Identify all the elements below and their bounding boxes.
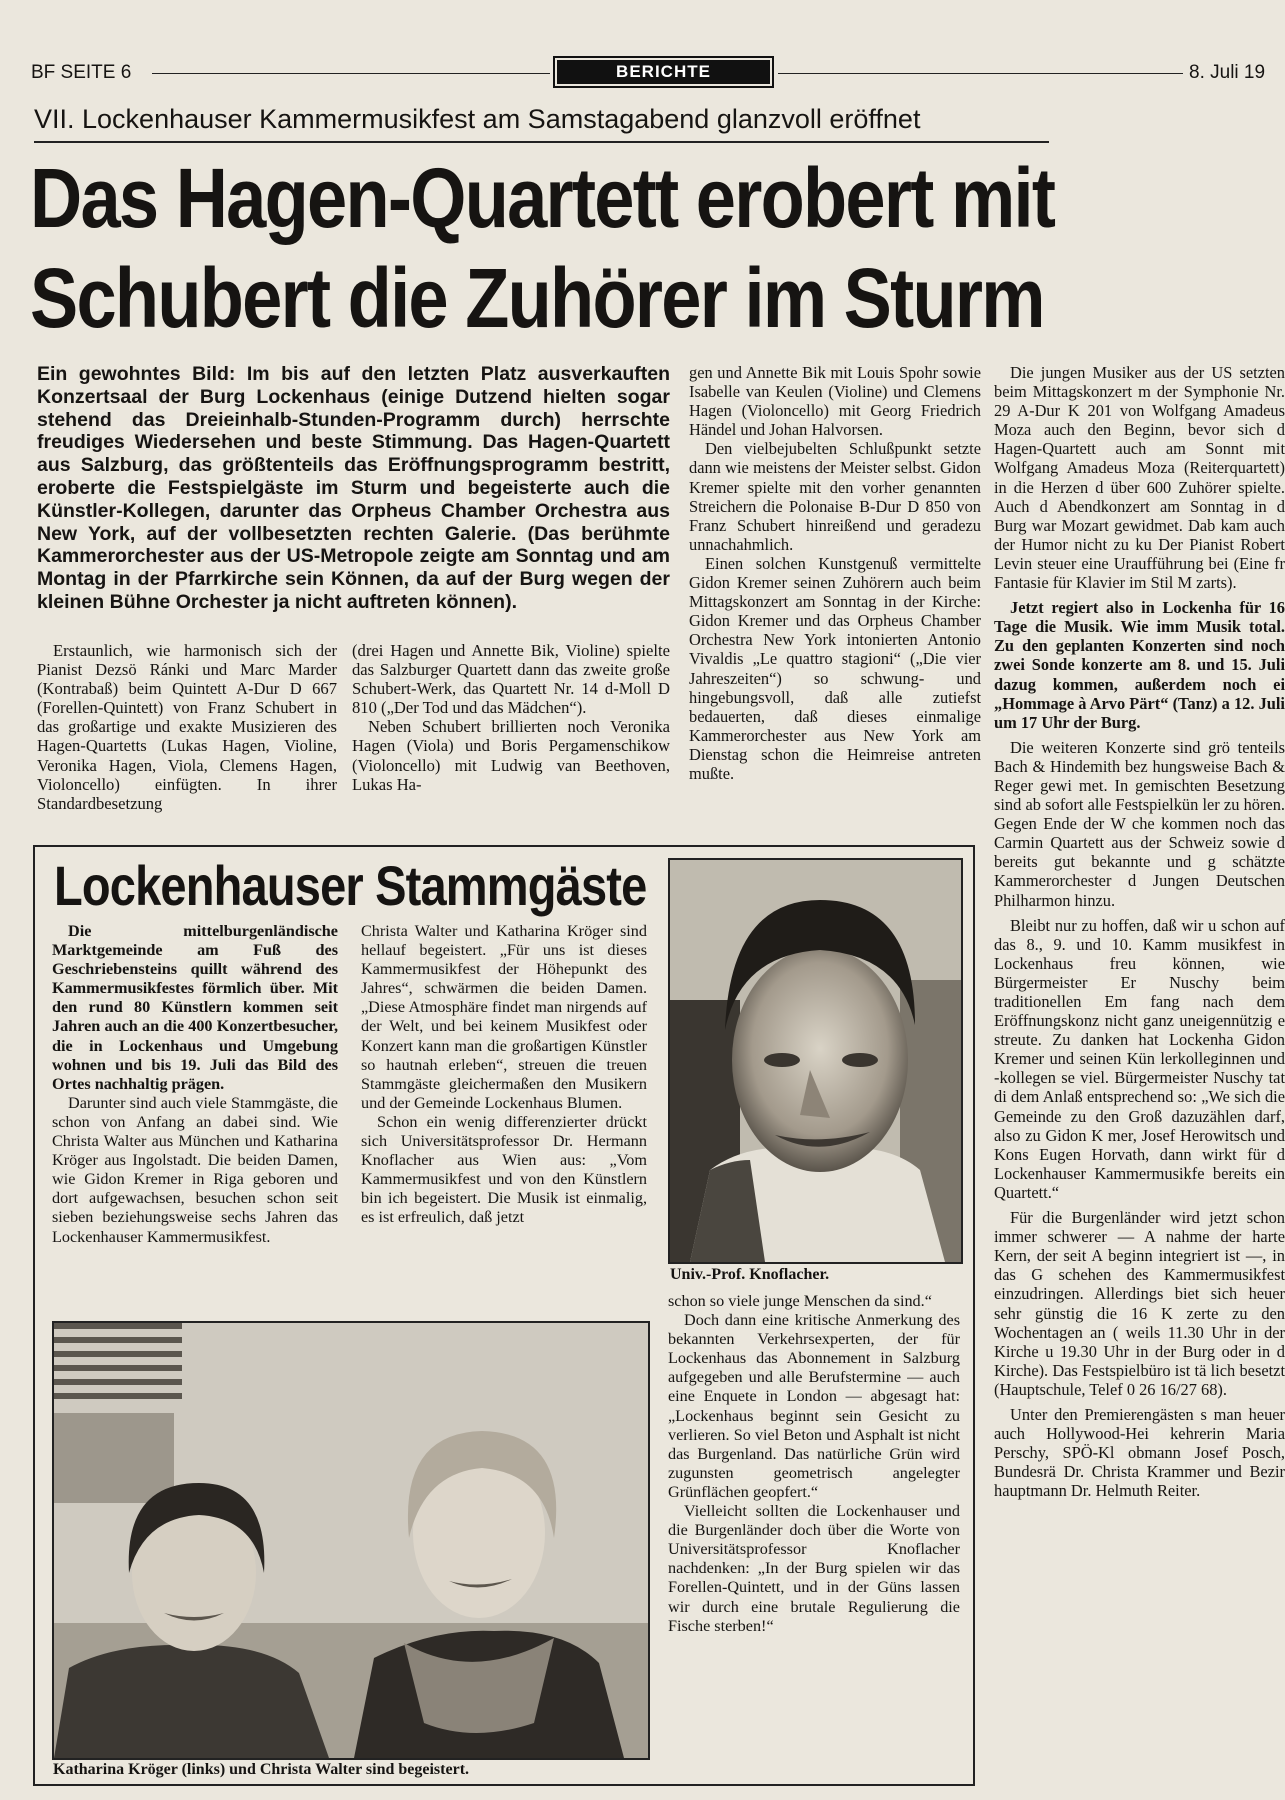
sidebar-paragraph-1: Darunter sind auch viele Stammgäste, die schon von Anfang an dabei sind. Wie Christa Walter aus München und Katharina Kröger aus Ingolstadt. Die beiden Damen, wie Gidon Kremer in Riga geboren und dort aufgewachsen, besuchen schon seit sieben beziehungsweise sechs Jahren das Lockenhauser Kammermusikfest.: [52, 1093, 338, 1246]
sidebar-paragraph-2: Christa Walter und Katharina Kröger sind hellauf begeistert. „Für uns ist dieses Kammermusikfest der Höhepunkt des Jahres“, schwärmen die beiden Damen. „Diese Atmosphäre findet man nirgends auf der Welt, und bei keinem Musikfest oder Konzert kann man die großartigen Künstler so hautnah erleben“, streuen die treuen Stammgäste gleichermaßen den Musikern und der Gemeinde Lockenhaus Blumen.: [361, 922, 647, 1112]
article-headline: [30, 148, 1109, 348]
col3-paragraph-1: gen und Annette Bik mit Louis Spohr sowie Isabelle van Keulen (Violine) und Clemens Hagen (Violoncello) mit Georg Friedrich Händel und Johan Halvorsen.: [689, 363, 981, 440]
article-column-3: [689, 363, 981, 831]
section-label: BERICHTE: [557, 60, 770, 84]
sidebar-lead: Die mittelburgenländische Marktgemeinde am Fuß des Geschriebensteins quillt während des Kammermusikfestes förmlich über. Mit den rund 80 Künstlern kommen seit Jahren auch an die 400 Konzertbesucher, die in Lockenhaus und Umgebung wohnen und bis 19. Juli das Bild des Ortes nachhaltig prägen.: [52, 922, 338, 1093]
article-column-1: [37, 641, 337, 831]
sidebar-paragraph-4: schon so viele junge Menschen da sind.“: [668, 1292, 932, 1310]
article-lead: [37, 363, 670, 614]
portrait-photo: [668, 858, 963, 1264]
col3-paragraph-2: Den vielbejubelten Schlußpunkt setzte dann wie meistens der Meister selbst. Gidon Kremer spielte mit den vorher genannten Streichern die Polonaise B-Dur D 850 von Franz Schubert hinreißend und geradezu unnachahmlich.: [689, 439, 981, 554]
section-badge: [553, 56, 774, 88]
sidebar-paragraph-6: Vielleicht sollten die Lockenhauser und die Burgenländer doch über die Worte von Universitätsprofessor Knoflacher nachdenken: „In der Burg spielen wir das Forellen-Quintett, und in der Güns lassen wir durch eine brutale Regulierung die Fische sterben!“: [668, 1502, 960, 1635]
headline-line-2: Schubert die Zuhörer im Sturm: [30, 251, 1044, 345]
col2-paragraph-2: Neben Schubert brillierten noch Veronika Hagen (Viola) und Boris Pergamenschikow (Violoncello) mit Ludwig van Beethoven, Lukas Ha-: [352, 717, 670, 794]
col4-paragraph-2: Die weiteren Konzerte sind grö tenteils Bach & Hindemith bez hungsweise Bach & Reger gewi met. In gemischten Besetzung sind ab sofort alle Festspielkün ler zu hören. Gegen Ende der W che kommen noch das Carmin Quartett aus der Schweiz sowie d bereits gut bekannte und g schätzte Kammerorchester d Jungen Deutschen Philharmon hinzu.: [994, 737, 1285, 910]
page-label: BF SEITE 6: [31, 62, 132, 83]
sidebar-title: Lockenhauser Stammgäste: [54, 854, 647, 917]
sidebar-column-3: [668, 1292, 960, 1777]
portrait-caption: Univ.-Prof. Knoflacher.: [670, 1266, 830, 1283]
visitors-caption: Katharina Kröger (links) und Christa Walter sind begeistert.: [53, 1761, 470, 1778]
col1-paragraph: Erstaunlich, wie harmonisch sich der Pianist Dezsö Ránki und Marc Marder (Kontrabaß) beim Quintett A-Dur D 667 (Forellen-Quintett) von Franz Schubert in das großartige und exakte Musizieren des Hagen-Quartetts (Lukas Hagen, Violine, Veronika Hagen, Viola, Clemens Hagen, Violoncello) einfügten. In ihrer Standardbesetzung: [37, 641, 337, 813]
header-rule-right: [778, 73, 1183, 74]
sidebar-column-2: [361, 922, 647, 1314]
visitors-photo-image: [54, 1323, 648, 1758]
sidebar-paragraph-3: Schon ein wenig differenzierter drückt sich Universitätsprofessor Dr. Hermann Knoflacher aus Wien aus: „Vom Kammermusikfest und von den Künstlern bin ich begeistert. Die Musik ist einmalig, es ist erfreulich, daß jetzt: [361, 1112, 647, 1227]
col4-bold-paragraph: Jetzt regiert also in Lockenha für 16 Tage die Musik. Wie imm Musik total. Zu den geplanten Konzerten sind noch zwei Sonde konzerte am 8. und 15. Juli dazug kommen, außerdem noch ei „Hommage à Arvo Pärt“ (Tanz) a 12. Juli um 17 Uhr der Burg.: [994, 598, 1285, 732]
col3-paragraph-3: Einen solchen Kunstgenuß vermittelte Gidon Kremer seinen Zuhörern auch beim Mittagskonzert am Sonntag in der Kirche: Gidon Kremer und das Orpheus Chamber Orchestra New York intonierten Antonio Vivaldis „Le quattro stagioni“ („Die vier Jahreszeiten“) so schwung- und hingebungsvoll, daß alle zutiefst bedauerten, daß dieses einmalige Kammerorchester aus New York am Dienstag schon die Heimreise antreten mußte.: [689, 553, 981, 783]
article-kicker: VII. Lockenhauser Kammermusikfest am Samstagabend glanzvoll eröffnet: [34, 104, 921, 134]
article-column-2: [352, 641, 670, 831]
col4-paragraph-3: Bleibt nur zu hoffen, daß wir u schon auf das 8., 9. und 10. Kamm musikfest in Lockenhaus freu können, wie Bürgermeister Er Nuschy beim traditionellen Em fang nach dem Eröffnungskonz nicht ganz uneigennützig e streute. Zu danken hat Lockenha Gidon Kremer und seinen Kün lerkolleginnen und -kollegen se viel. Bürgermeister Nuschy tat di dem Anlaß entsprechend so: „We sich die Gemeinde zu den Groß dazuzählen darf, also zu Gidon K mer, Josef Herowitsch und Kons Eugen Horvath, dann wirkt für d Lockenhauser Kammermusikfe bereits ein Quartett.“: [994, 915, 1285, 1202]
headline-line-1: Das Hagen-Quartett erobert mit: [30, 151, 1055, 245]
col4-paragraph-4: Für die Burgenländer wird jetzt schon immer schwerer — A nahme der harte Kern, der seit A beginn integriert ist —, in das G schehen des Kammermusikfest einzudringen. Allerdings biet sich heuer sehr günstig die 16 K zerte zu den Wochentagen an ( weils 11.30 Uhr in der Kirche u 19.30 Uhr in der Burg oder in d Kirche). Das Festspielbüro ist tä lich besetzt (Hauptschule, Telef 0 26 16/27 68).: [994, 1208, 1285, 1399]
header-rule-left: [152, 73, 550, 74]
portrait-photo-image: [670, 860, 961, 1262]
issue-date: 8. Juli 19: [1189, 62, 1266, 83]
col2-paragraph-1: (drei Hagen und Annette Bik, Violine) spielte das Salzburger Quartett dann das zweite große Schubert-Werk, das Quartett Nr. 14 d-Moll D 810 („Der Tod und das Mädchen“).: [352, 641, 670, 718]
lead-text: Ein gewohntes Bild: Im bis auf den letzten Platz ausverkauften Konzertsaal der Burg Lockenhaus (einige Dutzend hielten sogar stehend das Dreieinhalb-Stunden-Programm durch) herrschte freudiges Wiedersehen und beste Stimmung. Das Hagen-Quartett aus Salzburg, das größtenteils das Eröffnungsprogramm bestritt, eroberte die Festspielgäste im Sturm und begeisterte auch die Künstler-Kollegen, darunter das Orpheus Chamber Orchestra aus New York, auf der vollbesetzten rechten Galerie. (Das berühmte Kammerorchester aus der US-Metropole zeigte am Sonntag und am Montag in der Pfarrkirche sein Können, da auf der Burg wegen der kleinen Bühne Orchester ja nicht auftreten können).: [37, 363, 670, 613]
kicker-rule: [34, 141, 1049, 143]
article-column-4: [994, 363, 1285, 1793]
visitors-photo: [52, 1321, 650, 1760]
sidebar-paragraph-5: Doch dann eine kritische Anmerkung des bekannten Verkehrsexperten, der für Lockenhaus das Abonnement in Salzburg aufgegeben und alle Berufstermine — auch eine Enquete in London — abgesagt hat: „Lockenhaus beginnt sein Gesicht zu verlieren. So viel Beton und Asphalt ist nicht das Burgenland. Das natürliche Grün wird zugunsten geometrisch angelegter Grünflächen geopfert.“: [668, 1311, 960, 1501]
sidebar-column-1: [52, 922, 338, 1314]
col4-paragraph-1: Die jungen Musiker aus der US setzten beim Mittagskonzert m der Symphonie Nr. 29 A-Dur K 201 von Wolfgang Amadeus Moza auch den Beginn, bevor sich d Hagen-Quartett auch am Sonnt mit Wolfgang Amadeus Moza (Reiterquartett) in die Herzen d über 600 Zuhörer spielte. Auch d Abendkonzert am Sonntag in d Burg war Mozart gewidmet. Dab kam auch der Humor nicht zu ku Der Pianist Robert Levin steuer eine Uraufführung bei (Eine fr Fantasie für Klavier im Stil M zarts).: [994, 363, 1285, 593]
col4-paragraph-5: Unter den Premierengästen s man heuer auch Hollywood-Hei kehrerin Maria Perschy, SPÖ-Kl obmann Josef Posch, Bundesrä Dr. Christa Krammer und Bezir hauptmann Dr. Helmuth Reiter.: [994, 1404, 1285, 1501]
